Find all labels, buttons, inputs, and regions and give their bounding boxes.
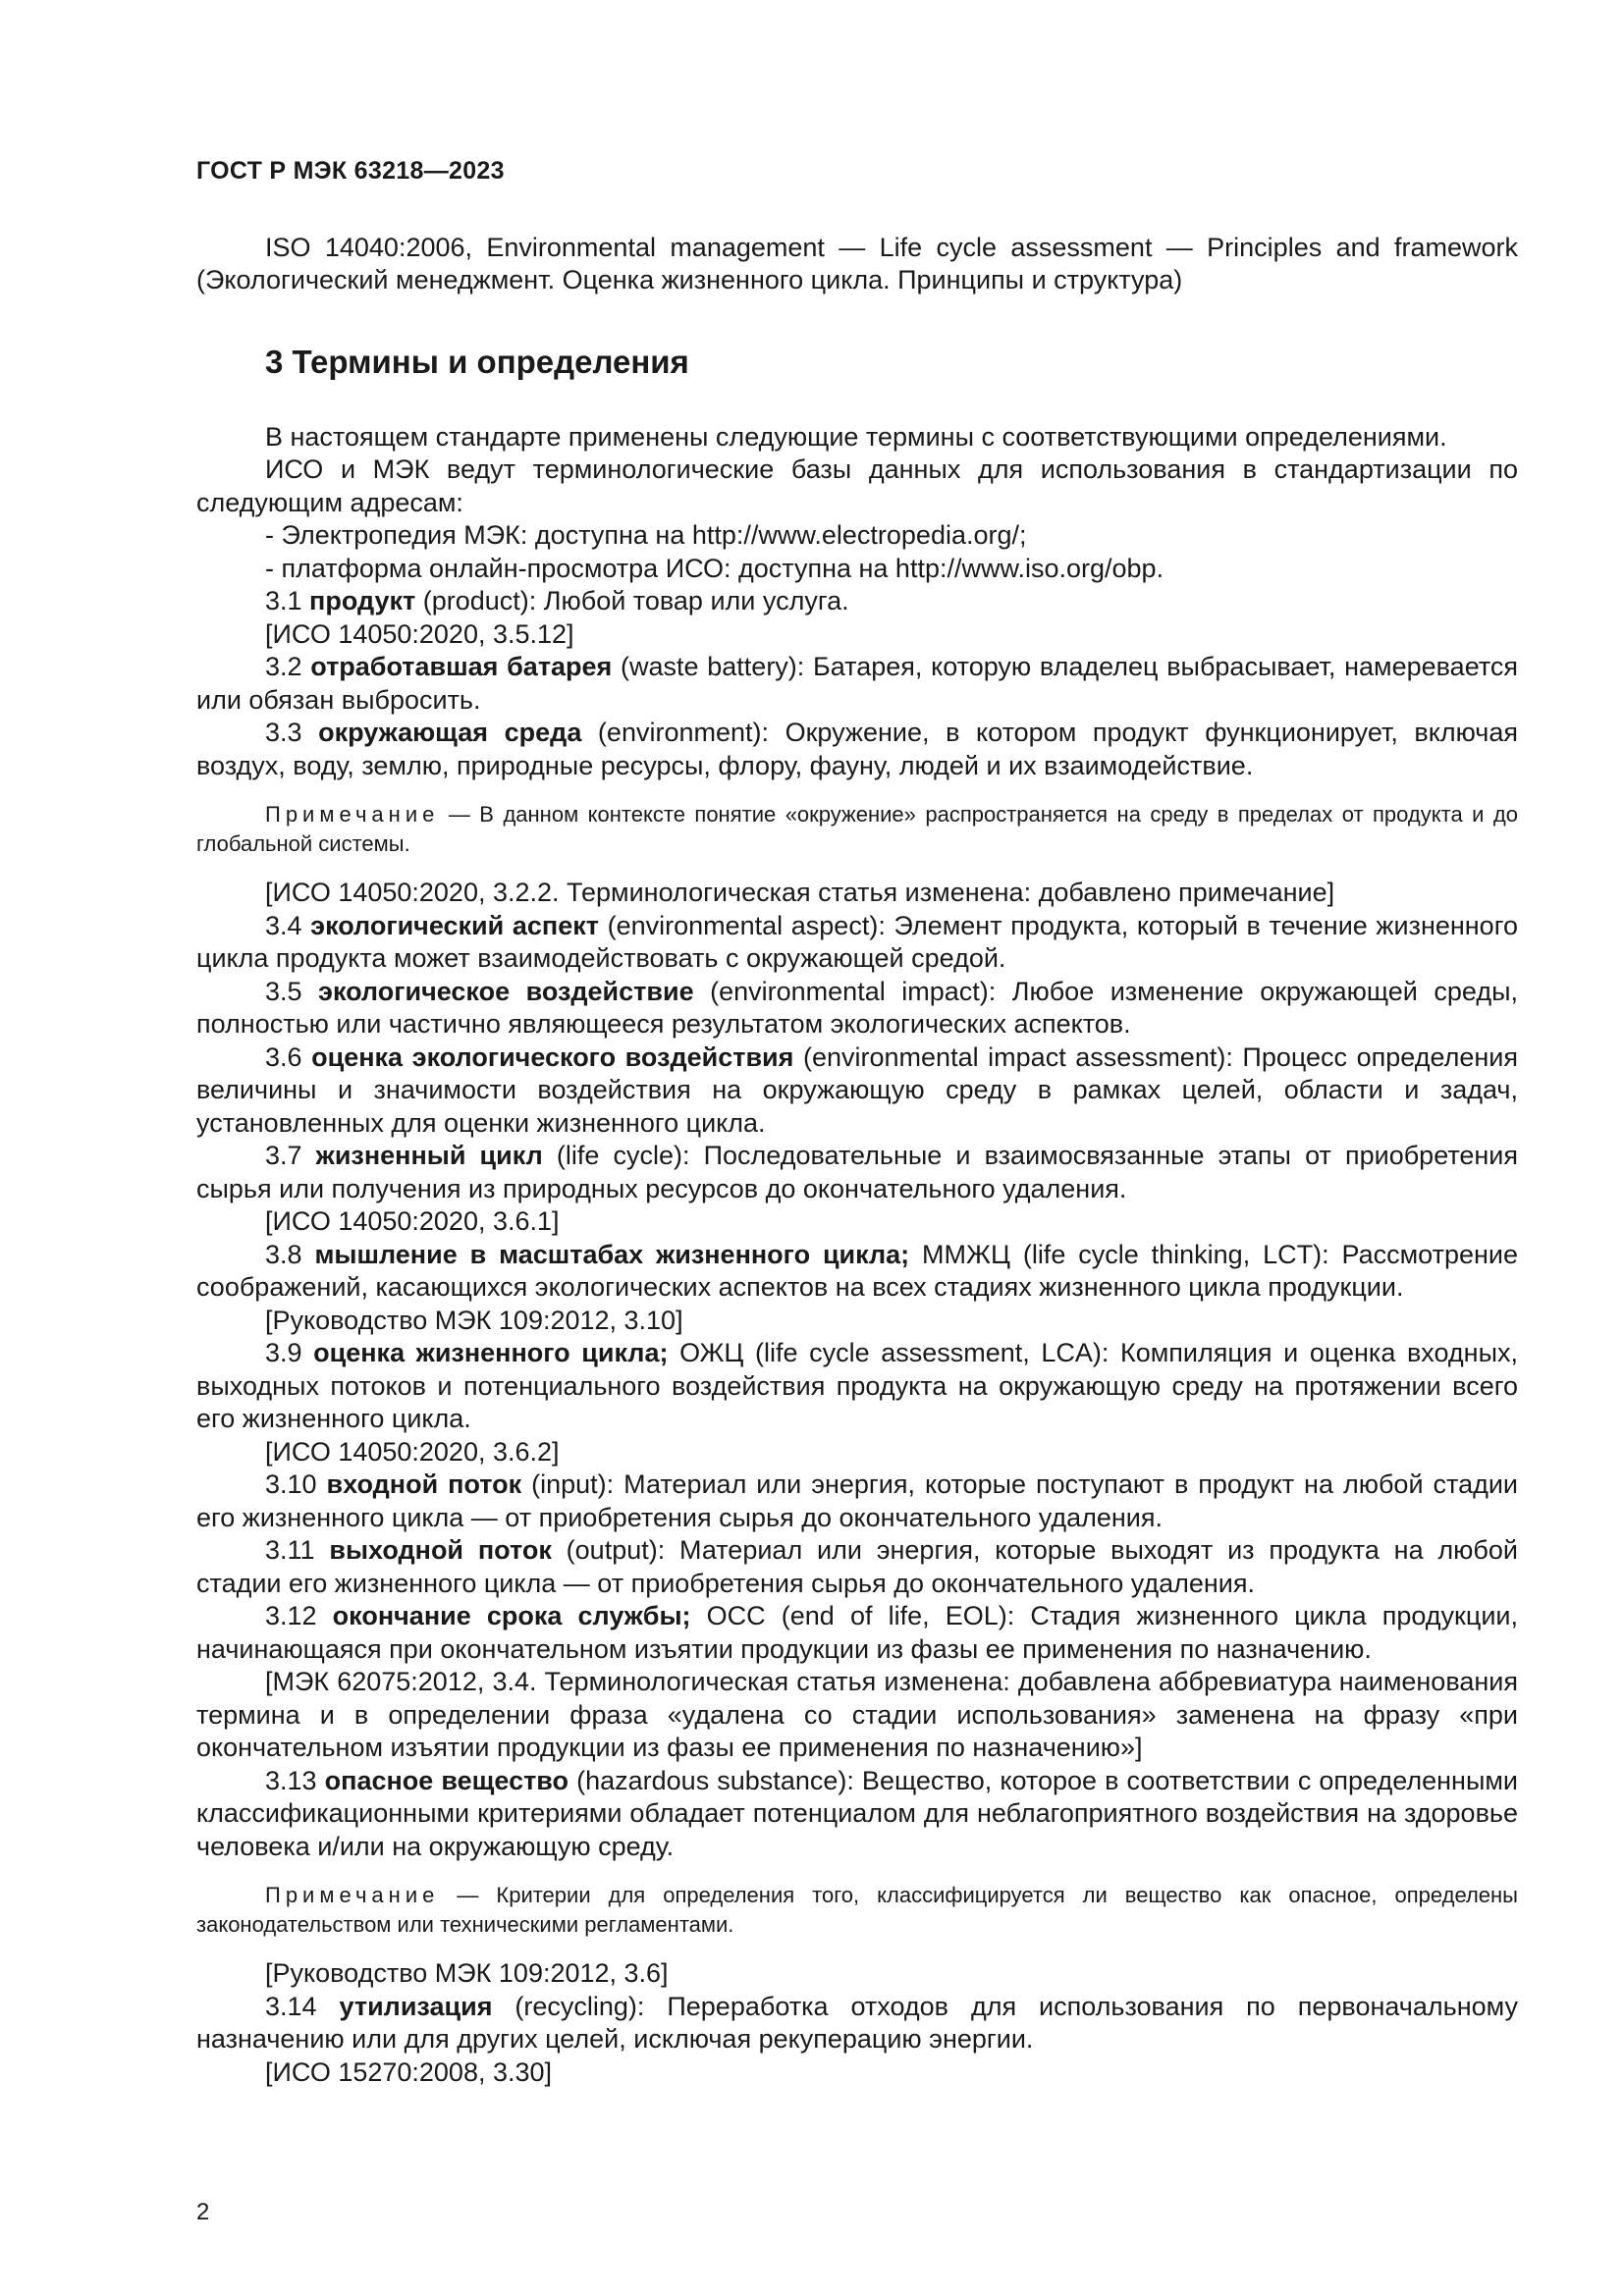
document-header: ГОСТ Р МЭК 63218—2023 [196,157,505,185]
term-name: окончание срока службы; [332,1601,691,1630]
term-definition: (input): Материал или энергия, которые поступают в продукт на любой стадии его жизненного цикла — от приобретения сырья до окончательного удаления. [196,1469,1519,1532]
term-number: 3.11 [265,1535,330,1565]
intro-paragraph: В настоящем стандарте применены следующие термины с соответствующими определениями. [265,421,1447,452]
term-name: жизненный цикл [315,1141,543,1170]
intro-list-item: - платформа онлайн-просмотра ИСО: доступна на http://www.iso.org/obp. [265,553,1164,583]
term-number: 3.8 [265,1239,315,1269]
term-name: отработавшая батарея [310,652,613,681]
term-definition: (output): Материал или энергия, которые выходят из продукта на любой стадии его жизненного цикла — от приобретения сырья до окончательного удаления. [196,1535,1518,1598]
note-paragraph [196,1881,1518,1940]
bibliography-reference: ISO 14040:2006, Environmental management — Life cycle assessment — Principles and framework (Экологический менеджмент. Оценка жизненного цикла. Принципы и структура) [196,232,1518,294]
intro-list-item: - Электропедия МЭК: доступна на http://www.electropedia.org/; [265,520,1027,550]
term-source: [Руководство МЭК 109:2012, 3.10] [265,1305,683,1335]
note-paragraph [196,800,1518,859]
term-entry-3-1 [196,585,1518,618]
term-entry-3-6 [196,1041,1518,1141]
term-number: 3.14 [265,1991,340,2021]
term-name: окружающая среда [318,718,582,747]
note-text: — Критерии для определения того, классифицируется ли вещество как опасное, определены законодательством или техническими регламентами. [196,1883,1518,1937]
term-name: экологический аспект [310,910,599,940]
term-name: продукт [309,586,416,615]
term-number: 3.12 [265,1601,333,1630]
term-definition: (waste battery): Батарея, которую владелец выбрасывает, намеревается или обязан выбросить. [196,652,1519,715]
term-definition: ОЖЦ (life cycle assessment, LCA): Компиляция и оценка входных, выходных потоков и потенциального воздействия продукта на окружающую среду на протяжении всего его жизненного цикла. [196,1338,1518,1433]
term-number: 3.9 [265,1338,314,1367]
term-number: 3.4 [265,910,311,940]
term-name: оценка экологического воздействия [311,1041,794,1072]
term-definition: (product): Любой товар или услуга. [415,586,849,615]
term-number: 3.2 [265,652,311,681]
term-entry-3-7 [196,1140,1518,1205]
term-entry-3-8 [196,1239,1518,1305]
term-entry-3-12 [196,1600,1518,1666]
page-number: 2 [196,2199,210,2225]
term-entry-3-4 [196,910,1518,976]
term-name: входной поток [326,1469,522,1499]
term-name: утилизация [339,1991,493,2021]
term-name: мышление в масштабах жизненного цикла; [314,1239,910,1269]
term-number: 3.6 [265,1041,312,1072]
term-entry-3-2 [196,651,1518,717]
term-name: оценка жизненного цикла; [313,1338,669,1367]
term-number: 3.1 [265,586,310,615]
term-number: 3.7 [265,1141,316,1170]
term-source: [ИСО 14050:2020, 3.6.2] [265,1436,560,1467]
term-name: опасное вещество [324,1765,569,1795]
term-definition: (hazardous substance): Вещество, которое в соответствии с определенными классификационными критериями обладает потенциалом для неблагоприятного воздействия на здоровье человека и/или на окружающую среду. [196,1765,1518,1861]
term-definition: (environment): Окружение, в котором продукт функционирует, включая воздух, воду, землю, природные ресурсы, флору, фауну, людей и их взаимодействие. [196,718,1518,780]
term-number: 3.10 [265,1469,327,1499]
term-definition: (recycling): Переработка отходов для использования по первоначальному назначению или для других целей, исключая рекуперацию энергии. [196,1991,1518,2054]
term-number: 3.3 [265,718,319,747]
section-heading: 3 Термины и определения [265,343,689,380]
term-entry-3-11 [196,1534,1518,1600]
term-definition: ОСС (end of life, EOL): Стадия жизненного цикла продукции, начинающаяся при окончательном изъятии продукции из фазы ее применения по назначению. [196,1601,1518,1664]
term-entry-3-13 [196,1765,1518,1864]
term-source: [ИСО 14050:2020, 3.2.2. Терминологическая статья изменена: добавлено примечание] [265,878,1335,907]
term-source: [Руководство МЭК 109:2012, 3.6] [265,1958,669,1988]
term-name: выходной поток [329,1535,552,1565]
term-name: экологическое воздействие [318,976,694,1006]
term-definition: ММЖЦ (life cycle thinking, LCT): Рассмотрение соображений, касающихся экологических аспектов на всех стадиях жизненного цикла продукции. [196,1239,1518,1302]
term-entry-3-5 [196,976,1518,1041]
term-definition: (life cycle): Последовательные и взаимосвязанные этапы от приобретения сырья или получения из природных ресурсов до окончательного удаления. [196,1141,1519,1203]
term-source: [ИСО 15270:2008, 3.30] [265,2056,553,2087]
term-source: [МЭК 62075:2012, 3.4. Терминологическая статья изменена: добавлена аббревиатура наименования термина и в определении фраза «удалена со стадии использования» заменена на фразу «при окончательном изъятии продукции из фазы ее применения по назначению»] [196,1667,1518,1762]
term-source: [ИСО 14050:2020, 3.6.1] [265,1206,560,1236]
term-entry-3-9 [196,1337,1518,1436]
term-number: 3.5 [265,976,319,1006]
term-number: 3.13 [265,1765,325,1795]
term-definition: (environmental aspect): Элемент продукта, который в течение жизненного цикла продукта может взаимодействовать с окружающей средой. [196,910,1518,973]
term-definition: (environmental impact assessment): Процесс определения величины и значимости воздействия на окружающую среду в рамках целей, области и задач, установленных для оценки жизненного цикла. [196,1041,1518,1138]
note-label: Примечание [265,802,440,827]
intro-paragraph: ИСО и МЭК ведут терминологические базы данных для использования в стандартизации по следующим адресам: [196,454,1518,517]
term-source: [ИСО 14050:2020, 3.5.12] [265,618,574,649]
term-entry-3-3 [196,717,1518,782]
term-entry-3-10 [196,1468,1518,1534]
term-definition: (environmental impact): Любое изменение окружающей среды, полностью или частично являющееся результатом экологических аспектов. [196,976,1518,1039]
note-label: Примечание [265,1883,440,1907]
term-entry-3-14 [196,1991,1518,2056]
note-text: — В данном контексте понятие «окружение» распространяется на среду в пределах от продукта и до глобальной системы. [196,802,1518,856]
